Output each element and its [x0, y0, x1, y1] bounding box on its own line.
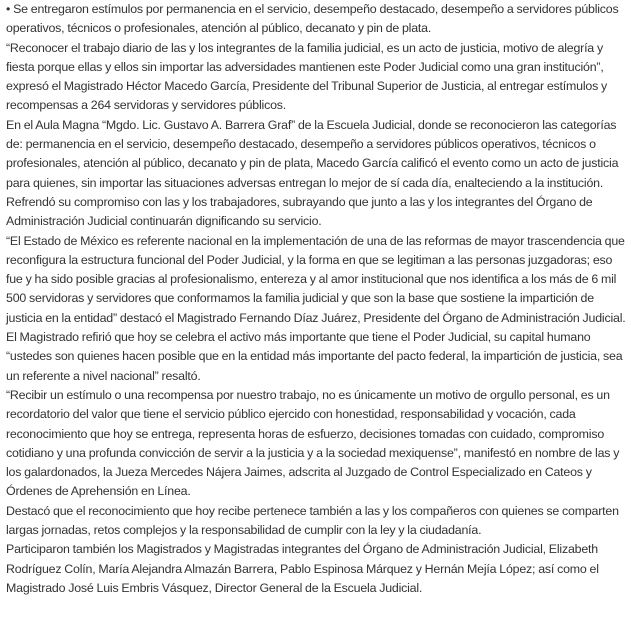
- paragraph-aula-magna: En el Aula Magna “Mgdo. Lic. Gustavo A. Barrera Graf” de la Escuela Judicial, donde se reconocieron las categorías de: permanencia en el servicio, desempeño destacado, desempeño a servidores públicos operativos, técnicos o profesionales, atención al público, decanato y pin de plata, Macedo García calificó el evento como un acto de justicia para quienes, sin importar las situaciones adversas entregan lo mejor de sí cada día, enalteciendo a la institución. Refrendó su compromiso con las y los trabajadores, subrayando que junto a las y los integrantes del Órgano de Administración Judicial continuarán dignificando su servicio.: [6, 117, 619, 229]
- summary-bullet: • Se entregaron estímulos por permanencia en el servicio, desempeño destacado, desempeño a servidores públicos operativos, técnicos o profesionales, atención al público, decanato y pin de plata.: [6, 2, 619, 36]
- paragraph-diaz-quote: “El Estado de México es referente nacional en la implementación de una de las reformas de mayor trascendencia que reconfigura la estructura funcional del Poder Judicial, y la forma en que se legitiman a las personas juzgadoras; eso fue y ha sido posible gracias al profesionalismo, entereza y al amor institucional que nos identifica a los más de 6 mil 500 servidoras y servidores que conformamos la familia judicial y que son la base que sostiene la impartición de justicia en la entidad” destacó el Magistrado Fernando Díaz Juárez, Presidente del Órgano de Administración Judicial.: [6, 233, 626, 325]
- paragraph-macedo-quote: “Reconocer el trabajo diario de las y los integrantes de la familia judicial, es un acto de justicia, motivo de alegría y fiesta porque ellas y ellos sin importar las adversidades mantienen este Poder Judicial como una gran institución”, expresó el Magistrado Héctor Macedo García, Presidente del Tribunal Superior de Justicia, al entregar estímulos y recompensas a 264 servidoras y servidores públicos.: [6, 40, 607, 113]
- article-body: [6, 0, 628, 598]
- paragraph-companeros: Destacó que el reconocimiento que hoy recibe pertenece también a las y los compañeros con quienes se comparten largas jornadas, retos complejos y la responsabilidad de cumplir con la ley y la ciudadanía.: [6, 503, 619, 538]
- paragraph-capital-humano: El Magistrado refirió que hoy se celebra el activo más importante que tiene el Poder Judicial, su capital humano “ustedes son quienes hacen posible que en la entidad más importante del pacto federal, la impartición de justicia, sea un referente a nivel nacional” resaltó.: [6, 330, 623, 383]
- paragraph-participantes: Participaron también los Magistrados y Magistradas integrantes del Órgano de Administración Judicial, Elizabeth Rodríguez Colín, María Alejandra Almazán Barrera, Pablo Espinosa Márquez y Hernán Mejía López; así como el Magistrado José Luis Embris Vásquez, Director General de la Escuela Judicial.: [6, 542, 599, 595]
- paragraph-najera-quote: “Recibir un estímulo o una recompensa por nuestro trabajo, no es únicamente un motivo de orgullo personal, es un recordatorio del valor que tiene el servicio público ejercido con honestidad, responsabilidad y vocación, cada reconocimiento que hoy se entrega, representa horas de esfuerzo, decisiones tomadas con cuidado, compromiso cotidiano y una profunda convicción de servir a la justicia y a la sociedad mexiquense”, manifestó en nombre de las y los galardonados, la Jueza Mercedes Nájera Jaimes, adscrita al Juzgado de Control Especializado en Cateos y Órdenes de Aprehensión en Línea.: [6, 387, 620, 499]
